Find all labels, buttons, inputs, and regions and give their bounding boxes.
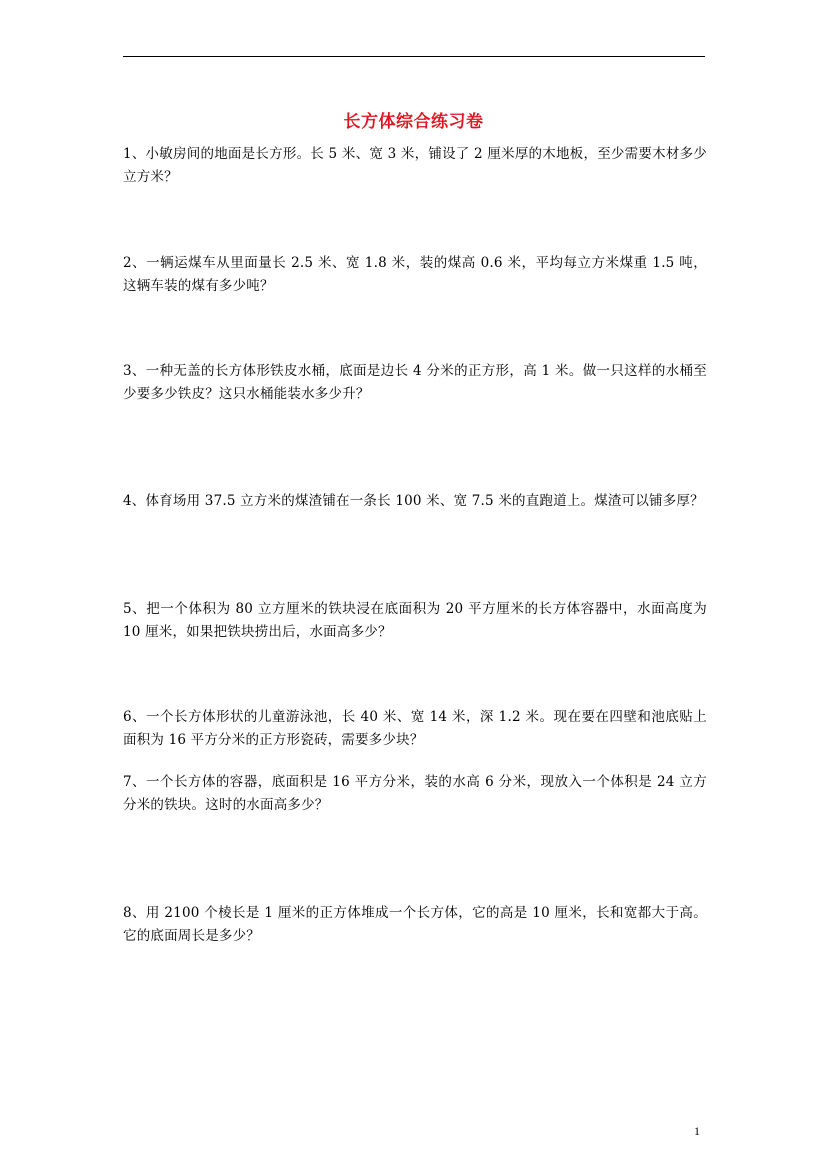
- question-1: 1、小敏房间的地面是长方形。长 5 米、宽 3 米，铺设了 2 厘米厚的木地板，至少需要木材多少立方米？: [123, 146, 707, 185]
- question-4: 4、体育场用 37.5 立方米的煤渣铺在一条长 100 米、宽 7.5 米的直跑道上。煤渣可以铺多厚？: [123, 493, 704, 509]
- question-5: 5、把一个体积为 80 立方厘米的铁块浸在底面积为 20 平方厘米的长方体容器中，水面高度为 10 厘米，如果把铁块捞出后，水面高多少？: [123, 601, 707, 640]
- question-2: 2、一辆运煤车从里面量长 2.5 米、宽 1.8 米，装的煤高 0.6 米，平均每立方米煤重 1.5 吨，这辆车装的煤有多少吨？: [123, 255, 707, 294]
- page-number: 1: [694, 1124, 700, 1138]
- header-rule: [123, 56, 705, 57]
- question-8: 8、用 2100 个棱长是 1 厘米的正方体堆成一个长方体，它的高是 10 厘米，长和宽都大于高。它的底面周长是多少？: [123, 905, 707, 944]
- question-7: 7、一个长方体的容器，底面积是 16 平方分米，装的水高 6 分米，现放入一个体积是 24 立方分米的铁块。这时的水面高多少？: [123, 774, 707, 813]
- question-6: 6、一个长方体形状的儿童游泳池，长 40 米、宽 14 米，深 1.2 米。现在要在四壁和池底贴上面积为 16 平方分米的正方形瓷砖，需要多少块？: [123, 709, 707, 748]
- question-3: 3、一种无盖的长方体形铁皮水桶，底面是边长 4 分米的正方形，高 1 米。做一只这样的水桶至少要多少铁皮？这只水桶能装水多少升？: [123, 363, 707, 402]
- document-title: 长方体综合练习卷: [343, 112, 484, 132]
